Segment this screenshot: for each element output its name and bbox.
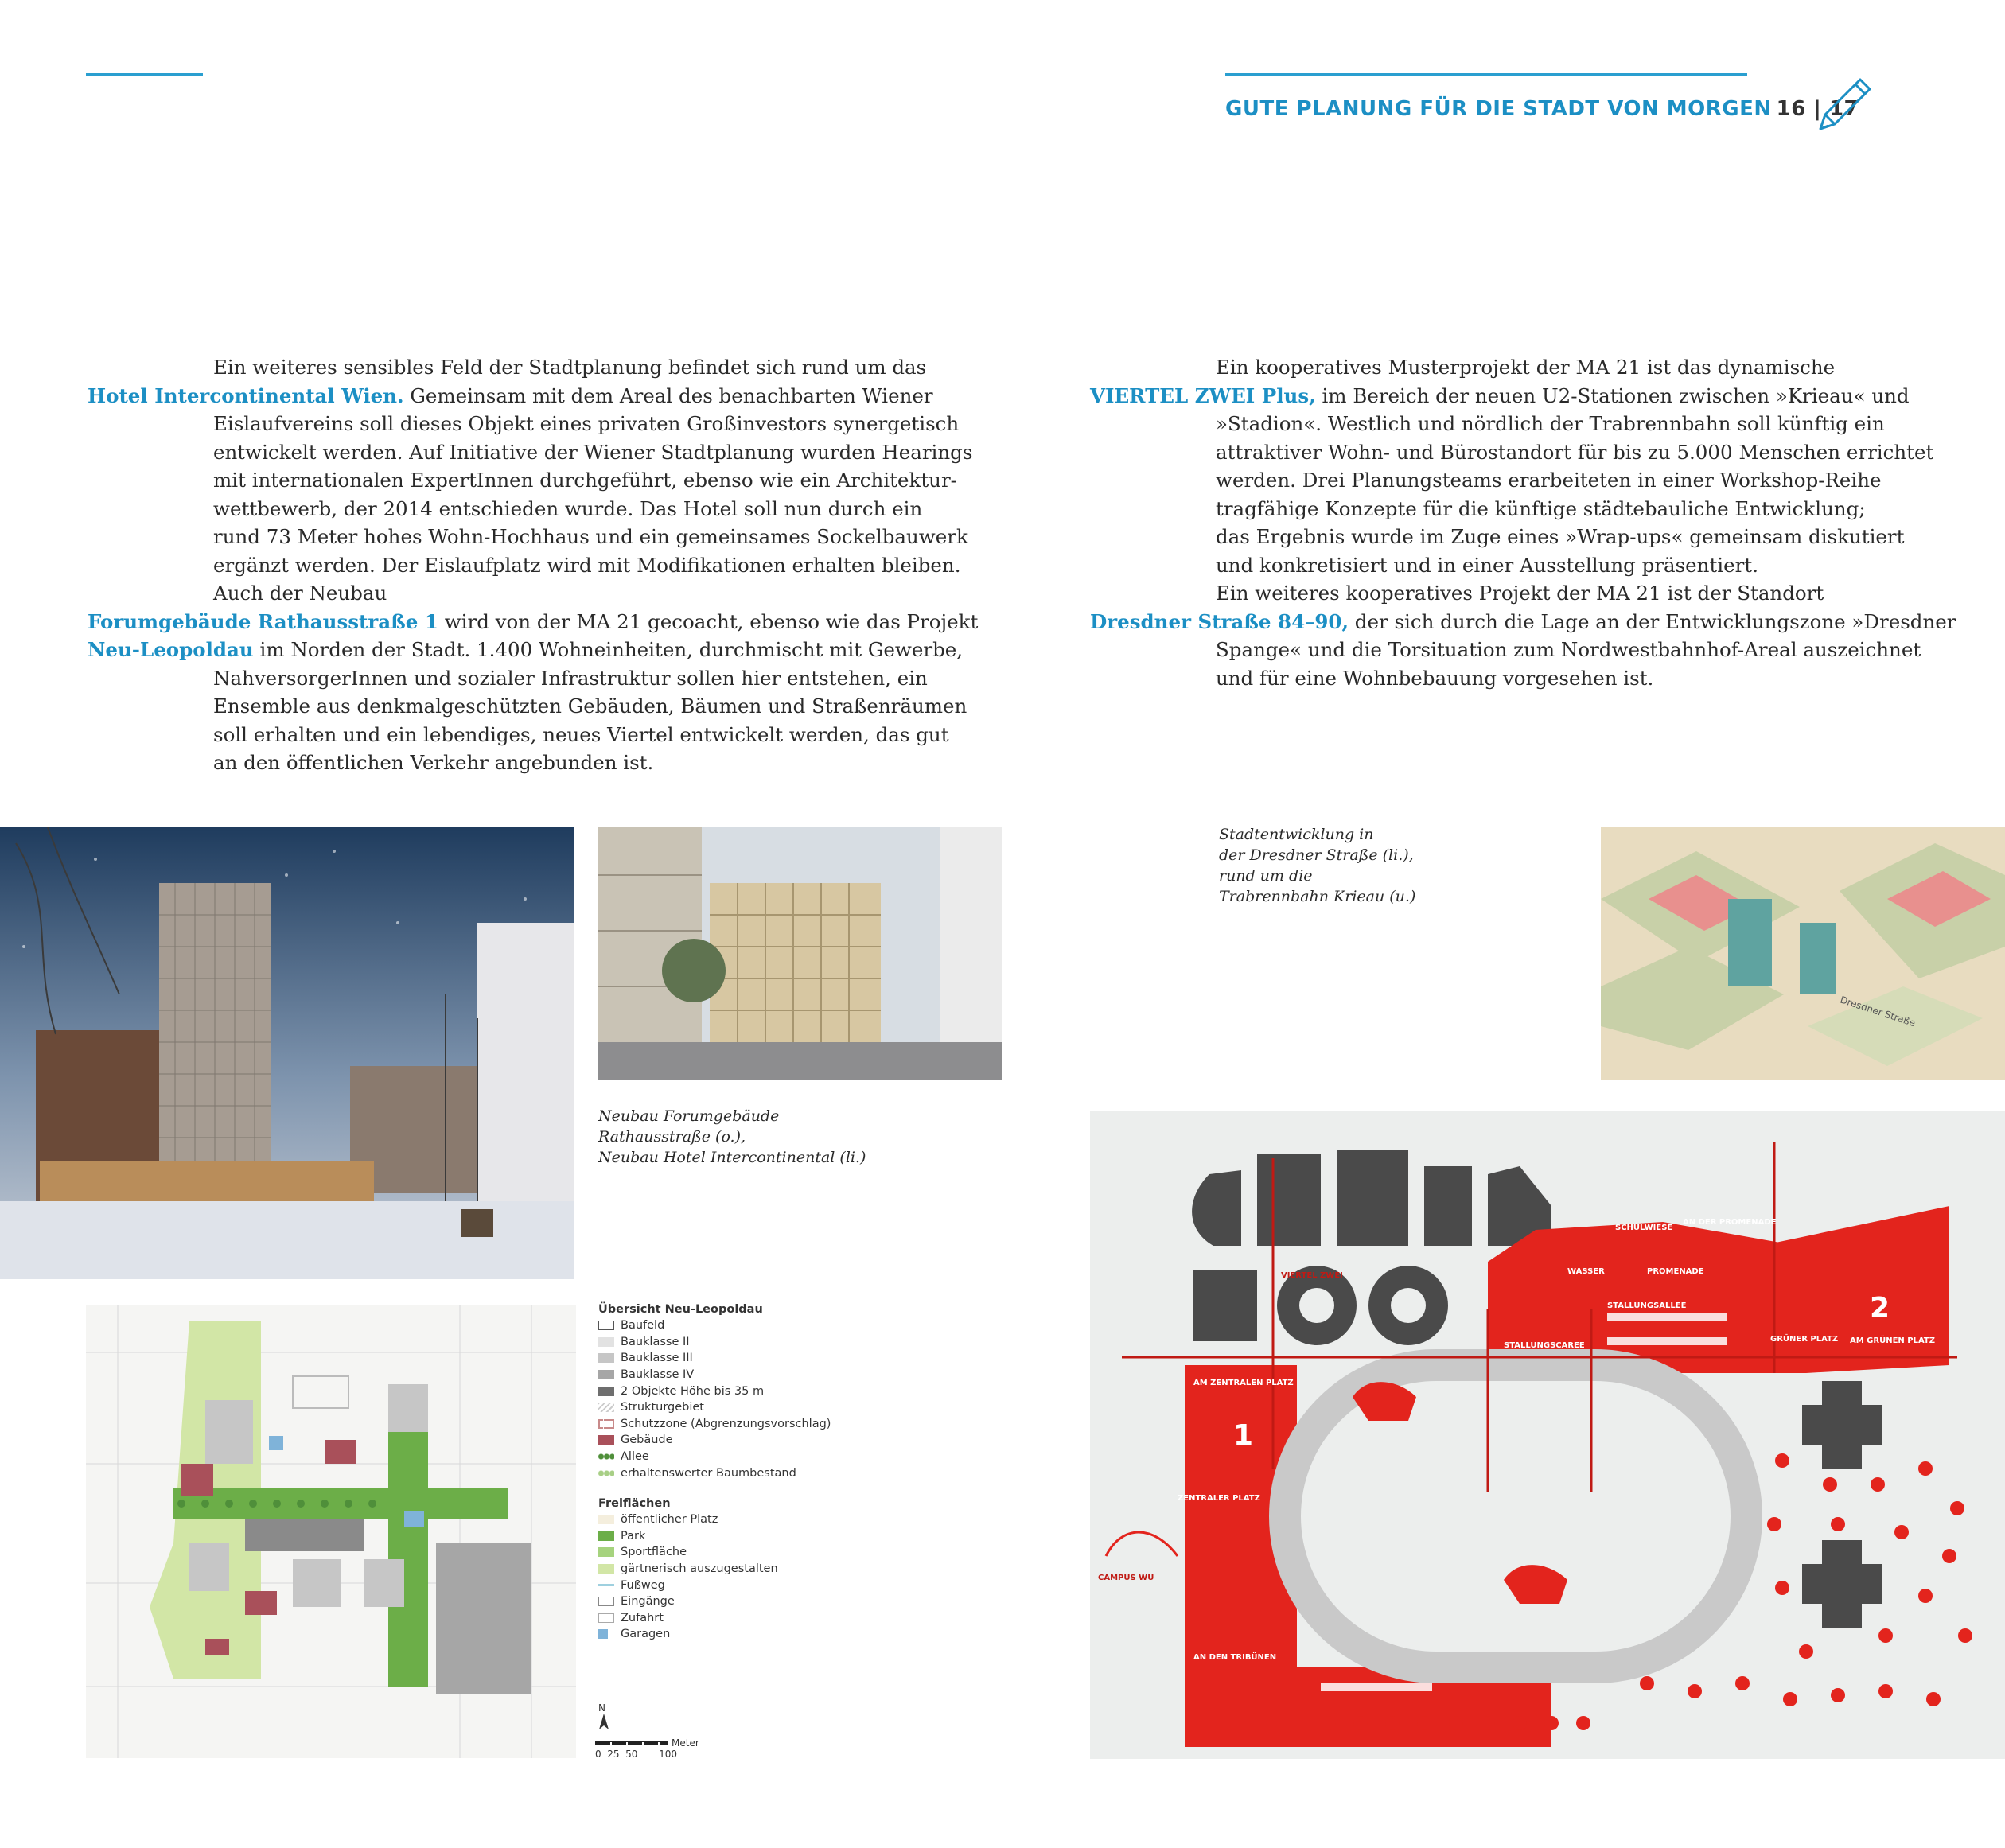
- text-line: und für eine Wohnbebauung vorgesehen ist.: [1216, 666, 1654, 690]
- text-line: Ein kooperatives Musterprojekt der MA 21 ist das dynamische: [1216, 356, 1836, 379]
- text-line: [88, 382, 978, 410]
- text-line: soll erhalten und ein lebendiges, neues Viertel entwickelt werden, das gut: [213, 722, 949, 746]
- legend-swatch: [598, 1452, 614, 1461]
- forumgebaeude-rendering: [598, 827, 1002, 1080]
- legend-label: Eingänge: [621, 1595, 675, 1609]
- text-line: entwickelt werden. Auf Initiative der Wiener Stadtplanung wurden Hearings: [213, 440, 973, 464]
- plan-legend: [598, 1303, 831, 1643]
- legend-item: [598, 1577, 831, 1593]
- legend-label: 2 Objekte Höhe bis 35 m: [621, 1384, 765, 1398]
- plan-label: VIERTEL ZWEI: [1281, 1271, 1343, 1280]
- text-line: attraktiver Wohn- und Bürostandort für bis zu 5.000 Menschen errichtet: [1216, 440, 1934, 464]
- text-line: werden. Drei Planungsteams erarbeiteten in einer Workshop-Reihe: [1216, 469, 1882, 492]
- viertel-zwei-plan: [1090, 1111, 2005, 1759]
- legend-label: Baufeld: [621, 1319, 665, 1333]
- legend-item: [598, 1544, 831, 1561]
- legend-item: [598, 1610, 831, 1627]
- keyword: Dresdner Straße 84–90,: [1090, 609, 1349, 633]
- legend-label: Strukturgebiet: [621, 1401, 704, 1414]
- legend-swatch: [598, 1531, 614, 1541]
- text-line: NahversorgerInnen und sozialer Infrastruktur sollen hier entstehen, ein: [213, 666, 928, 690]
- caption-line: Neubau Hotel Intercontinental (li.): [598, 1149, 866, 1166]
- dresdner-strasse-model: [1601, 827, 2005, 1080]
- legend-swatch: [598, 1547, 614, 1557]
- legend-label: Zufahrt: [621, 1611, 664, 1624]
- header-title: GUTE PLANUNG FÜR DIE STADT VON MORGEN: [1225, 97, 1772, 121]
- plan-number: 2: [1870, 1292, 1890, 1325]
- text-rest: wird von der MA 21 gecoacht, ebenso wie das Projekt: [438, 609, 979, 633]
- plan-number: 1: [1233, 1419, 1254, 1452]
- text-line: »Stadion«. Westlich und nördlich der Trabrennbahn soll künftig ein: [1216, 412, 1885, 435]
- legend-swatch: [598, 1597, 614, 1606]
- keyword: Neu-Leopoldau: [88, 638, 254, 661]
- hotel-intercontinental-rendering: [0, 827, 574, 1279]
- legend-item: [598, 1317, 831, 1334]
- legend-swatch: [598, 1469, 614, 1478]
- legend-label: Bauklasse IV: [621, 1368, 695, 1382]
- legend-label: erhaltenswerter Baumbestand: [621, 1466, 796, 1480]
- neu-leopoldau-plan: [86, 1305, 576, 1758]
- north-label: N: [598, 1702, 605, 1714]
- plan-label: AN DEN TRIBÜNEN: [1193, 1653, 1277, 1662]
- keyword: Forumgebäude Rathausstraße 1: [88, 609, 438, 633]
- north-arrow-icon: [598, 1714, 609, 1729]
- legend-item: [598, 1528, 831, 1545]
- legend-item: [598, 1561, 831, 1578]
- page-numbers: 16 | 17: [1776, 97, 1859, 121]
- text-line: Eislaufvereins soll dieses Objekt eines privaten Großinvestors synergetisch: [213, 412, 960, 435]
- text-line: wettbewerb, der 2014 entschieden wurde. Das Hotel soll nun durch ein: [213, 496, 923, 520]
- caption-line: Neubau Forumgebäude: [598, 1107, 780, 1125]
- legend-label: Garagen: [621, 1628, 671, 1641]
- legend-item: [598, 1511, 831, 1528]
- pencil-icon: [1812, 73, 1876, 137]
- legend-label: öffentlicher Platz: [621, 1513, 718, 1527]
- legend-swatch: [598, 1435, 614, 1445]
- legend-label: Bauklasse II: [621, 1335, 690, 1348]
- legend-swatch: [598, 1613, 614, 1623]
- legend-label: Allee: [621, 1450, 649, 1464]
- plan-label: STALLUNGSCAREE: [1504, 1341, 1585, 1350]
- right-column-text: [1090, 353, 1956, 692]
- legend-swatch: [598, 1564, 614, 1574]
- legend-item: [598, 1350, 831, 1367]
- text-line: tragfähige Konzepte für die künftige städtebauliche Entwicklung;: [1216, 496, 1866, 520]
- left-column-text: [88, 353, 978, 777]
- legend-label: Bauklasse III: [621, 1352, 693, 1365]
- legend-item: [598, 1416, 831, 1433]
- caption-line: Rathausstraße (o.),: [598, 1128, 746, 1146]
- header-rule-left: [86, 73, 203, 76]
- legend-swatch: [598, 1419, 614, 1429]
- text-line: mit internationalen ExpertInnen durchgeführt, ebenso wie ein Architektur-: [213, 469, 957, 492]
- text-line: und konkretisiert und in einer Ausstellung präsentiert.: [1216, 553, 1758, 577]
- text-line: Ensemble aus denkmalgeschützten Gebäuden, Bäumen und Straßenräumen: [213, 694, 967, 718]
- legend-title: Übersicht Neu-Leopoldau: [598, 1303, 763, 1316]
- text-line: Auch der Neubau: [213, 582, 387, 605]
- keyword: VIERTEL ZWEI Plus,: [1090, 383, 1316, 407]
- legend-label: Park: [621, 1529, 646, 1543]
- plan-label: AM GRÜNEN PLATZ: [1850, 1336, 1935, 1345]
- legend-item: [598, 1465, 831, 1481]
- text-rest: im Norden der Stadt. 1.400 Wohneinheiten, durchmischt mit Gewerbe,: [253, 638, 964, 661]
- text-line: [88, 636, 978, 664]
- legend-item: [598, 1399, 831, 1416]
- keyword: Hotel Intercontinental Wien.: [88, 383, 404, 407]
- plan-label: GRÜNER PLATZ: [1770, 1335, 1839, 1344]
- scale-ticks: 0 25 50 100: [595, 1749, 678, 1760]
- legend-swatch: [598, 1337, 614, 1347]
- legend-item: [598, 1432, 831, 1449]
- legend-item: [598, 1383, 831, 1399]
- caption-forum-hotel: [598, 1106, 866, 1168]
- legend-label: gärtnerisch auszugestalten: [621, 1562, 778, 1576]
- legend-swatch: [598, 1515, 614, 1524]
- plan-label: SCHULWIESE: [1615, 1224, 1673, 1232]
- north-arrow: [598, 1702, 609, 1732]
- legend-swatch: [598, 1353, 614, 1363]
- legend-item: [598, 1626, 831, 1643]
- text-line: das Ergebnis wurde im Zuge eines »Wrap-ups« gemeinsam diskutiert: [1216, 525, 1905, 548]
- text-line: [88, 608, 978, 636]
- text-line: Spange« und die Torsituation zum Nordwestbahnhof-Areal auszeichnet: [1216, 638, 1921, 661]
- scale-bar: [595, 1737, 699, 1760]
- text-rest: Gemeinsam mit dem Areal des benachbarten Wiener: [403, 383, 933, 407]
- text-line: [1090, 382, 1956, 410]
- text-rest: der sich durch die Lage an der Entwicklungszone »Dresdner: [1349, 609, 1956, 633]
- legend-swatch: [598, 1321, 614, 1330]
- text-line: Ein weiteres kooperatives Projekt der MA 21 ist der Standort: [1216, 582, 1824, 605]
- caption-line: der Dresdner Straße (li.),: [1219, 846, 1414, 864]
- text-line: [1090, 608, 1956, 636]
- model-street-label: Dresdner Straße: [1839, 994, 1917, 1029]
- text-line: rund 73 Meter hohes Wohn-Hochhaus und ein gemeinsames Sockelbauwerk: [213, 525, 968, 548]
- scale-unit: Meter: [672, 1737, 699, 1749]
- text-line: an den öffentlichen Verkehr angebunden ist.: [213, 751, 654, 774]
- caption-dresdner: [1219, 824, 1415, 907]
- plan-label: PROMENADE: [1647, 1267, 1704, 1276]
- legend-label: Gebäude: [621, 1434, 673, 1447]
- legend-item: [598, 1593, 831, 1610]
- plan-label: CAMPUS WU: [1098, 1574, 1154, 1582]
- plan-label: WASSER: [1567, 1267, 1605, 1276]
- running-header: [1225, 97, 1859, 121]
- legend-item: [598, 1449, 831, 1465]
- legend-swatch: [598, 1584, 614, 1586]
- text-line: ergänzt werden. Der Eislaufplatz wird mit Modifikationen erhalten bleiben.: [213, 553, 961, 577]
- text-rest: im Bereich der neuen U2-Stationen zwischen »Krieau« und: [1315, 383, 1910, 407]
- legend-item: [598, 1367, 831, 1383]
- legend-swatch: [598, 1403, 614, 1412]
- header-rule-right: [1225, 73, 1747, 76]
- legend-swatch: [598, 1629, 608, 1639]
- legend-label: Schutzzone (Abgrenzungsvorschlag): [621, 1417, 831, 1430]
- plan-label: AN DER PROMENADE: [1683, 1218, 1777, 1227]
- plan-label: ZENTRALER PLATZ: [1178, 1494, 1260, 1503]
- legend-item: [598, 1334, 831, 1351]
- legend-swatch: [598, 1387, 614, 1396]
- caption-line: rund um die: [1219, 867, 1313, 885]
- plan-label: AM ZENTRALEN PLATZ: [1193, 1379, 1294, 1387]
- caption-line: Stadtentwicklung in: [1219, 826, 1374, 843]
- scale-bar-graphic: [595, 1741, 668, 1745]
- text-line: Ein weiteres sensibles Feld der Stadtplanung befindet sich rund um das: [213, 356, 927, 379]
- caption-line: Trabrennbahn Krieau (u.): [1219, 888, 1416, 905]
- plan-label: STALLUNGSALLEE: [1607, 1301, 1687, 1310]
- legend-swatch: [598, 1370, 614, 1379]
- legend-label: Fußweg: [621, 1578, 665, 1592]
- legend-free-title: Freiflächen: [598, 1496, 671, 1510]
- legend-label: Sportfläche: [621, 1546, 687, 1559]
